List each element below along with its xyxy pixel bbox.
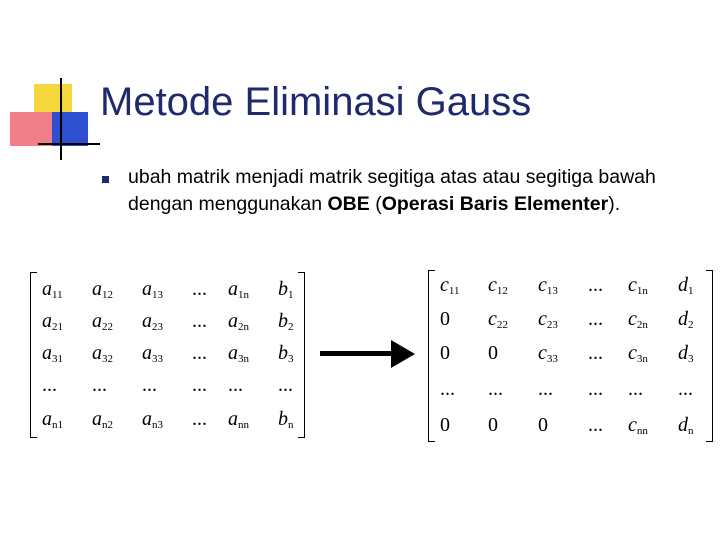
cell-symbol: ... — [142, 374, 157, 396]
matrix-right-bracket-right — [706, 270, 713, 442]
matrix-left-cell — [142, 278, 163, 301]
cell-symbol: ... — [42, 374, 57, 396]
cell-symbol: ... — [588, 308, 603, 330]
cell-symbol: ... — [588, 274, 603, 296]
bullet-text-part: ( — [369, 193, 382, 215]
matrix-right-cell — [440, 342, 450, 365]
cell-symbol: 0 — [440, 414, 450, 436]
cell-symbol: ... — [488, 378, 503, 400]
matrix-left-cell — [92, 278, 113, 301]
slide-title: Metode Eliminasi Gauss — [100, 80, 532, 124]
cell-symbol: ... — [440, 378, 455, 400]
matrix-right-cell — [538, 378, 553, 401]
matrix-left-cell — [142, 374, 157, 397]
matrix-left-cell — [228, 278, 249, 301]
matrix-right-cell — [440, 378, 455, 401]
cell-symbol: c — [488, 274, 497, 296]
matrix-left-cell — [42, 278, 63, 301]
cell-symbol: a — [142, 342, 152, 364]
cell-symbol: a — [42, 408, 52, 430]
matrix-right-cell — [628, 308, 648, 331]
matrix-right-cell — [628, 274, 648, 297]
matrix-left-cell — [42, 310, 63, 333]
matrix-right-cell — [678, 414, 694, 437]
matrix-left-cell — [278, 342, 294, 365]
bullet-marker — [102, 176, 109, 183]
cell-symbol: a — [92, 342, 102, 364]
matrix-left-cell — [192, 374, 207, 397]
matrix-left-cell — [278, 278, 294, 301]
matrix-left-cell — [228, 374, 243, 397]
arrow-shaft — [320, 351, 395, 356]
cell-subscript: 32 — [102, 353, 113, 365]
cell-symbol: a — [228, 278, 238, 300]
logo-square-blue — [52, 112, 88, 146]
cell-subscript: n — [688, 425, 694, 437]
cell-subscript: 2n — [636, 319, 648, 331]
cell-symbol: ... — [192, 374, 207, 396]
matrix-right-cell — [538, 414, 548, 437]
cell-symbol: ... — [192, 408, 207, 430]
cell-symbol: a — [92, 408, 102, 430]
matrix-right-cell — [488, 342, 498, 365]
matrix-left-cell — [228, 310, 249, 333]
matrix-left-cell — [192, 310, 207, 333]
cell-subscript: 11 — [448, 285, 460, 297]
bullet-text-part: ubah matrik menjadi matrik segitiga atas atau segitiga bawah dengan menggunakan — [128, 166, 656, 215]
cell-symbol: ... — [228, 374, 243, 396]
cell-subscript: 23 — [546, 319, 558, 331]
matrix-left-cell — [42, 342, 63, 365]
matrix-right-cell — [588, 378, 603, 401]
matrix-left-cell — [92, 342, 113, 365]
matrix-right-cell — [538, 274, 558, 297]
arrow-right-icon — [391, 340, 415, 368]
bullet-text — [128, 164, 708, 218]
cell-subscript: 22 — [102, 321, 113, 333]
bullet-text-bold: OBE — [327, 193, 370, 215]
cell-symbol: a — [142, 310, 152, 332]
cell-subscript: n3 — [152, 419, 163, 431]
matrix-right-cell — [588, 308, 603, 331]
cell-subscript: 1 — [688, 285, 694, 297]
cell-symbol: ... — [192, 278, 207, 300]
cell-symbol: d — [678, 414, 688, 436]
matrix-right-cell — [628, 378, 643, 401]
cell-symbol: a — [228, 408, 238, 430]
matrix-right-cell — [488, 308, 508, 331]
cell-subscript: 2 — [688, 319, 694, 331]
logo-horizontal-line — [38, 143, 100, 145]
cell-symbol: c — [628, 414, 637, 436]
cell-symbol: ... — [192, 310, 207, 332]
cell-symbol: c — [440, 274, 449, 296]
cell-subscript: 13 — [152, 289, 163, 301]
matrix-right-cell — [678, 342, 694, 365]
cell-symbol: ... — [538, 378, 553, 400]
matrix-left-cell — [42, 408, 63, 431]
matrix-left-cell — [92, 408, 113, 431]
cell-subscript: nn — [238, 419, 249, 431]
cell-symbol: a — [142, 278, 152, 300]
cell-symbol: c — [538, 274, 547, 296]
bullet-text-bold: Operasi Baris Elementer — [381, 193, 609, 215]
cell-symbol: ... — [278, 374, 293, 396]
matrix-left-cell — [278, 374, 293, 397]
matrix-right-cell — [588, 414, 603, 437]
matrix-left-cell — [278, 310, 294, 333]
matrix-right-cell — [488, 274, 508, 297]
cell-symbol: ... — [588, 342, 603, 364]
cell-symbol: d — [678, 274, 688, 296]
cell-subscript: 22 — [496, 319, 508, 331]
cell-symbol: ... — [588, 414, 603, 436]
matrix-left-cell — [142, 408, 163, 431]
cell-subscript: 13 — [546, 285, 558, 297]
cell-symbol: ... — [588, 378, 603, 400]
cell-symbol: c — [628, 308, 637, 330]
cell-symbol: 0 — [440, 342, 450, 364]
matrix-left-cell — [92, 374, 107, 397]
cell-symbol: 0 — [440, 308, 450, 330]
cell-symbol: b — [278, 408, 288, 430]
matrix-left-cell — [92, 310, 113, 333]
cell-symbol: b — [278, 278, 288, 300]
matrix-right-cell — [440, 274, 459, 297]
matrix-left-cell — [228, 342, 249, 365]
matrix-right-cell — [678, 378, 693, 401]
cell-symbol: ... — [192, 342, 207, 364]
cell-subscript: 2 — [288, 321, 294, 333]
cell-subscript: 3 — [288, 353, 294, 365]
bullet-text-part: ). — [608, 193, 621, 215]
cell-subscript: 31 — [52, 353, 63, 365]
matrix-right-bracket-left — [428, 270, 435, 442]
cell-symbol: c — [488, 308, 497, 330]
matrix-left-cell — [142, 342, 163, 365]
matrix-right-cell — [678, 274, 694, 297]
cell-symbol: ... — [628, 378, 643, 400]
cell-subscript: 1n — [238, 289, 249, 301]
cell-subscript: 3 — [688, 353, 694, 365]
matrix-right-cell — [538, 308, 558, 331]
cell-subscript: 1 — [288, 289, 294, 301]
cell-subscript: 3n — [636, 353, 648, 365]
cell-symbol: 0 — [488, 342, 498, 364]
cell-subscript: n2 — [102, 419, 113, 431]
matrix-left-cell — [278, 408, 294, 431]
matrix-left — [30, 270, 310, 440]
cell-subscript: 21 — [52, 321, 63, 333]
matrix-right-cell — [488, 414, 498, 437]
matrix-left-bracket-left — [30, 272, 37, 438]
cell-symbol: a — [92, 310, 102, 332]
cell-symbol: b — [278, 310, 288, 332]
matrix-right-cell — [538, 342, 558, 365]
cell-symbol: ... — [678, 378, 693, 400]
matrix-left-cell — [192, 342, 207, 365]
cell-subscript: n — [288, 419, 294, 431]
matrix-right — [428, 268, 718, 444]
cell-symbol: c — [538, 342, 547, 364]
cell-subscript: 33 — [152, 353, 163, 365]
cell-symbol: 0 — [488, 414, 498, 436]
cell-symbol: a — [42, 342, 52, 364]
cell-symbol: a — [92, 278, 102, 300]
cell-symbol: ... — [92, 374, 107, 396]
cell-subscript: nn — [636, 425, 648, 437]
matrix-left-cell — [228, 408, 249, 431]
matrix-left-bracket-right — [298, 272, 305, 438]
matrix-right-cell — [440, 308, 450, 331]
matrix-left-cell — [192, 278, 207, 301]
cell-subscript: 2n — [238, 321, 249, 333]
matrix-right-cell — [628, 342, 648, 365]
matrix-right-cell — [628, 414, 648, 437]
cell-subscript: 33 — [546, 353, 558, 365]
cell-subscript: 1n — [636, 285, 648, 297]
matrix-left-cell — [192, 408, 207, 431]
cell-symbol: c — [628, 274, 637, 296]
matrix-right-cell — [588, 342, 603, 365]
cell-symbol: c — [538, 308, 547, 330]
cell-symbol: d — [678, 342, 688, 364]
cell-symbol: a — [42, 278, 52, 300]
cell-symbol: a — [228, 342, 238, 364]
cell-symbol: c — [628, 342, 637, 364]
cell-subscript: 3n — [238, 353, 249, 365]
cell-symbol: b — [278, 342, 288, 364]
cell-subscript: 12 — [102, 289, 113, 301]
logo-square-red — [10, 112, 58, 146]
cell-subscript: 11 — [52, 289, 63, 301]
matrix-left-cell — [142, 310, 163, 333]
cell-symbol: d — [678, 308, 688, 330]
cell-subscript: n1 — [52, 419, 63, 431]
cell-subscript: 12 — [496, 285, 508, 297]
matrix-left-cell — [42, 374, 57, 397]
cell-symbol: a — [228, 310, 238, 332]
matrix-right-cell — [488, 378, 503, 401]
matrix-right-cell — [440, 414, 450, 437]
cell-symbol: 0 — [538, 414, 548, 436]
cell-symbol: a — [142, 408, 152, 430]
matrix-right-cell — [678, 308, 694, 331]
matrix-right-cell — [588, 274, 603, 297]
cell-subscript: 23 — [152, 321, 163, 333]
cell-symbol: a — [42, 310, 52, 332]
logo-vertical-line — [60, 78, 62, 160]
